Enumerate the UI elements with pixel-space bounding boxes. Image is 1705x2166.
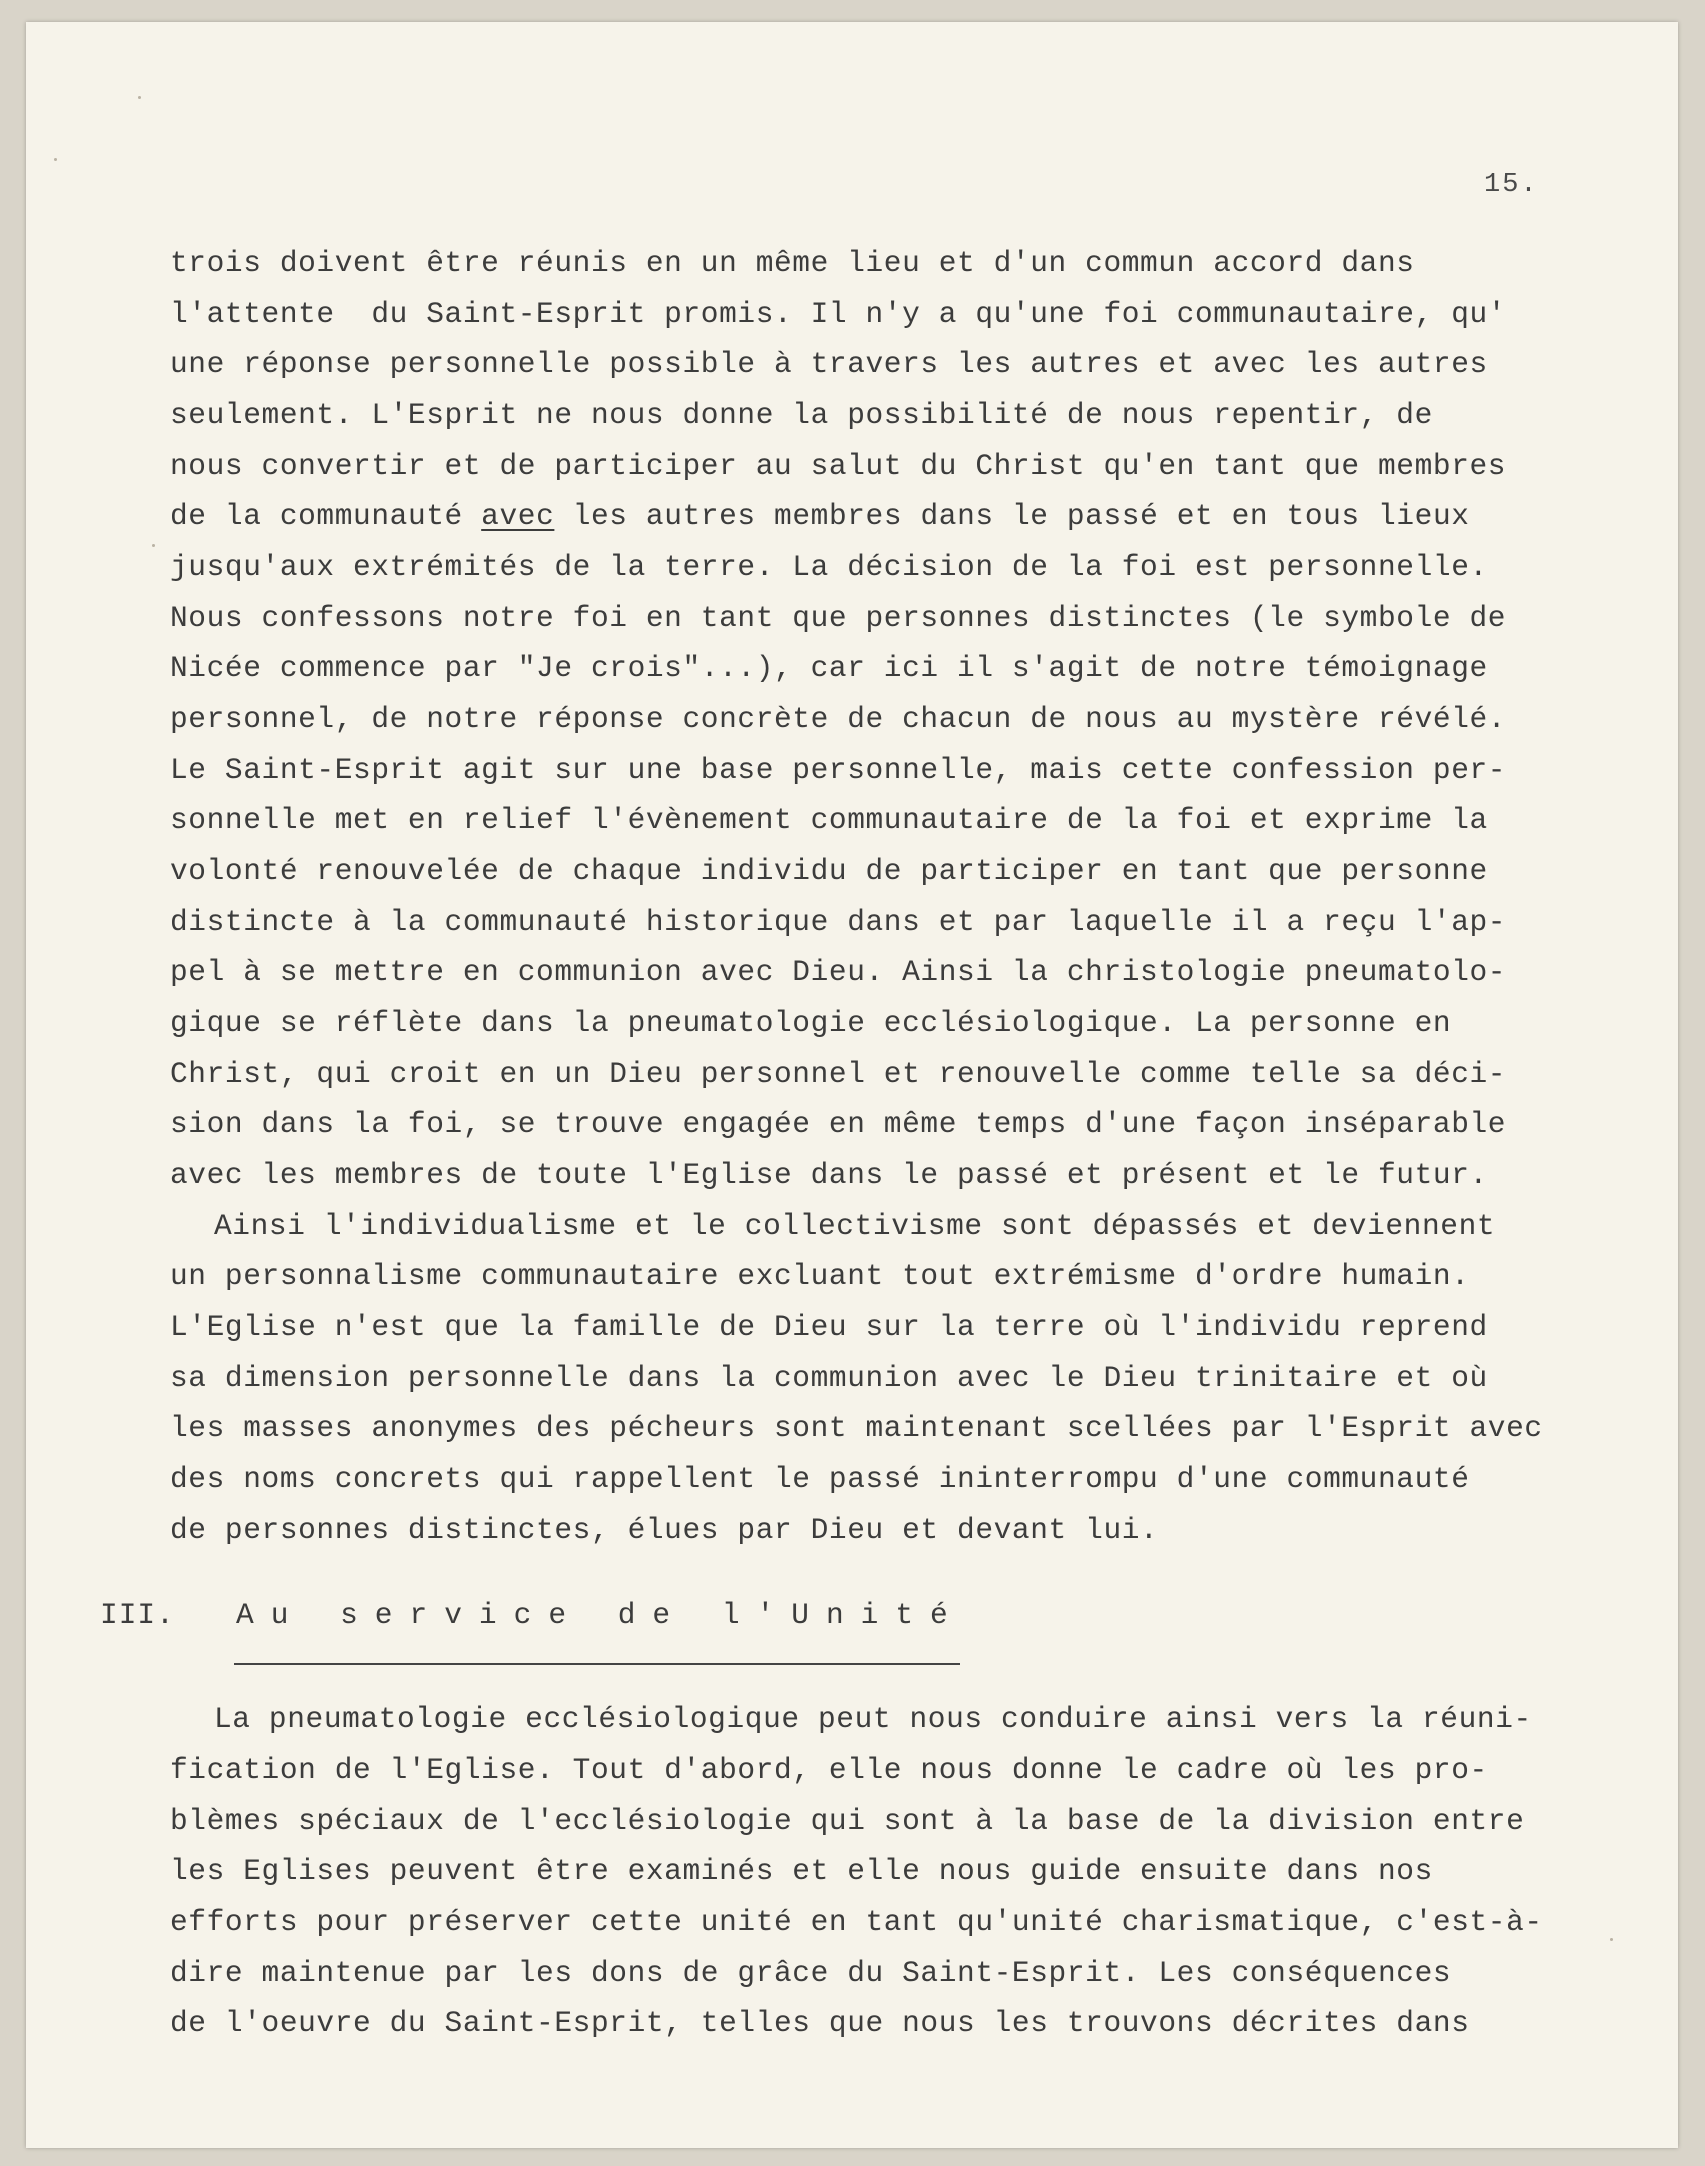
line-segment: les autres membres dans le passé et en tous lieux [572, 499, 1470, 533]
line-prefix: de [170, 499, 207, 533]
text-line: gique se réflète dans la pneumatologie ecclésiologique. La personne en [170, 1006, 1452, 1040]
text-line: les Eglises peuvent être examinés et elle nous guide ensuite dans nos [170, 1854, 1433, 1888]
text-line: volonté renouvelée de chaque individu de participer en tant que personne [170, 854, 1488, 888]
text-line: jusqu'aux extrémités de la terre. La décision de la foi est personnelle. [170, 550, 1488, 584]
paper-speck [1610, 1938, 1613, 1941]
paper-speck [138, 96, 141, 99]
line-segment: la communauté [224, 499, 463, 533]
text-line-with-underline [170, 499, 1470, 533]
text-line: Le Saint-Esprit agit sur une base personnelle, mais cette confession per- [170, 753, 1507, 787]
text-line: seulement. L'Esprit ne nous donne la possibilité de nous repentir, de [170, 398, 1433, 432]
text-line: les masses anonymes des pécheurs sont maintenant scellées par l'Esprit avec [170, 1411, 1543, 1445]
text-line: Christ, qui croit en un Dieu personnel et renouvelle comme telle sa déci- [170, 1057, 1507, 1091]
text-line: des noms concrets qui rappellent le passé ininterrompu d'une communauté [170, 1462, 1470, 1496]
text-line: dire maintenue par les dons de grâce du Saint-Esprit. Les conséquences [170, 1956, 1452, 1990]
text-line: pel à se mettre en communion avec Dieu. Ainsi la christologie pneumatolo- [170, 955, 1507, 989]
text-line: sa dimension personnelle dans la communion avec le Dieu trinitaire et où [170, 1361, 1488, 1395]
text-line: Ainsi l'individualisme et le collectivisme sont dépassés et deviennent [214, 1209, 1496, 1243]
page-number: 15. [1484, 170, 1539, 200]
text-line: personnel, de notre réponse concrète de chacun de nous au mystère révélé. [170, 702, 1507, 736]
text-line: fication de l'Eglise. Tout d'abord, elle nous donne le cadre où les pro- [170, 1753, 1488, 1787]
section-title-underline [234, 1663, 960, 1665]
text-line: une réponse personnelle possible à travers les autres et avec les autres [170, 347, 1488, 381]
underlined-word: avec [481, 499, 555, 533]
text-line: sonnelle met en relief l'évènement communautaire de la foi et exprime la [170, 803, 1488, 837]
text-line: un personnalisme communautaire excluant tout extrémisme d'ordre humain. [170, 1259, 1470, 1293]
text-line: Nicée commence par "Je crois"...), car ici il s'agit de notre témoignage [170, 651, 1488, 685]
text-line: efforts pour préserver cette unité en tant qu'unité charismatique, c'est-à- [170, 1905, 1543, 1939]
text-line: de l'oeuvre du Saint-Esprit, telles que nous les trouvons décrites dans [170, 2006, 1470, 2040]
paper-speck [152, 544, 155, 547]
text-line: Nous confessons notre foi en tant que personnes distinctes (le symbole de [170, 601, 1507, 635]
paper-speck [54, 158, 57, 161]
text-line: distincte à la communauté historique dans et par laquelle il a reçu l'ap- [170, 905, 1507, 939]
section-number: III. [100, 1598, 175, 1632]
text-line: nous convertir et de participer au salut du Christ qu'en tant que membres [170, 449, 1507, 483]
text-line: l'attente du Saint-Esprit promis. Il n'y a qu'une foi communautaire, qu' [170, 297, 1507, 331]
text-line: sion dans la foi, se trouve engagée en même temps d'une façon inséparable [170, 1107, 1507, 1141]
section-title: Au service de l'Unité [236, 1598, 965, 1632]
text-line: blèmes spéciaux de l'ecclésiologie qui sont à la base de la division entre [170, 1804, 1525, 1838]
text-line: avec les membres de toute l'Eglise dans le passé et présent et le futur. [170, 1158, 1488, 1192]
text-line: trois doivent être réunis en un même lieu et d'un commun accord dans [170, 246, 1415, 280]
text-line: La pneumatologie ecclésiologique peut nous conduire ainsi vers la réuni- [214, 1702, 1532, 1736]
text-line: L'Eglise n'est que la famille de Dieu sur la terre où l'individu reprend [170, 1310, 1488, 1344]
text-line: de personnes distinctes, élues par Dieu et devant lui. [170, 1513, 1159, 1547]
typewritten-page [26, 22, 1678, 2148]
